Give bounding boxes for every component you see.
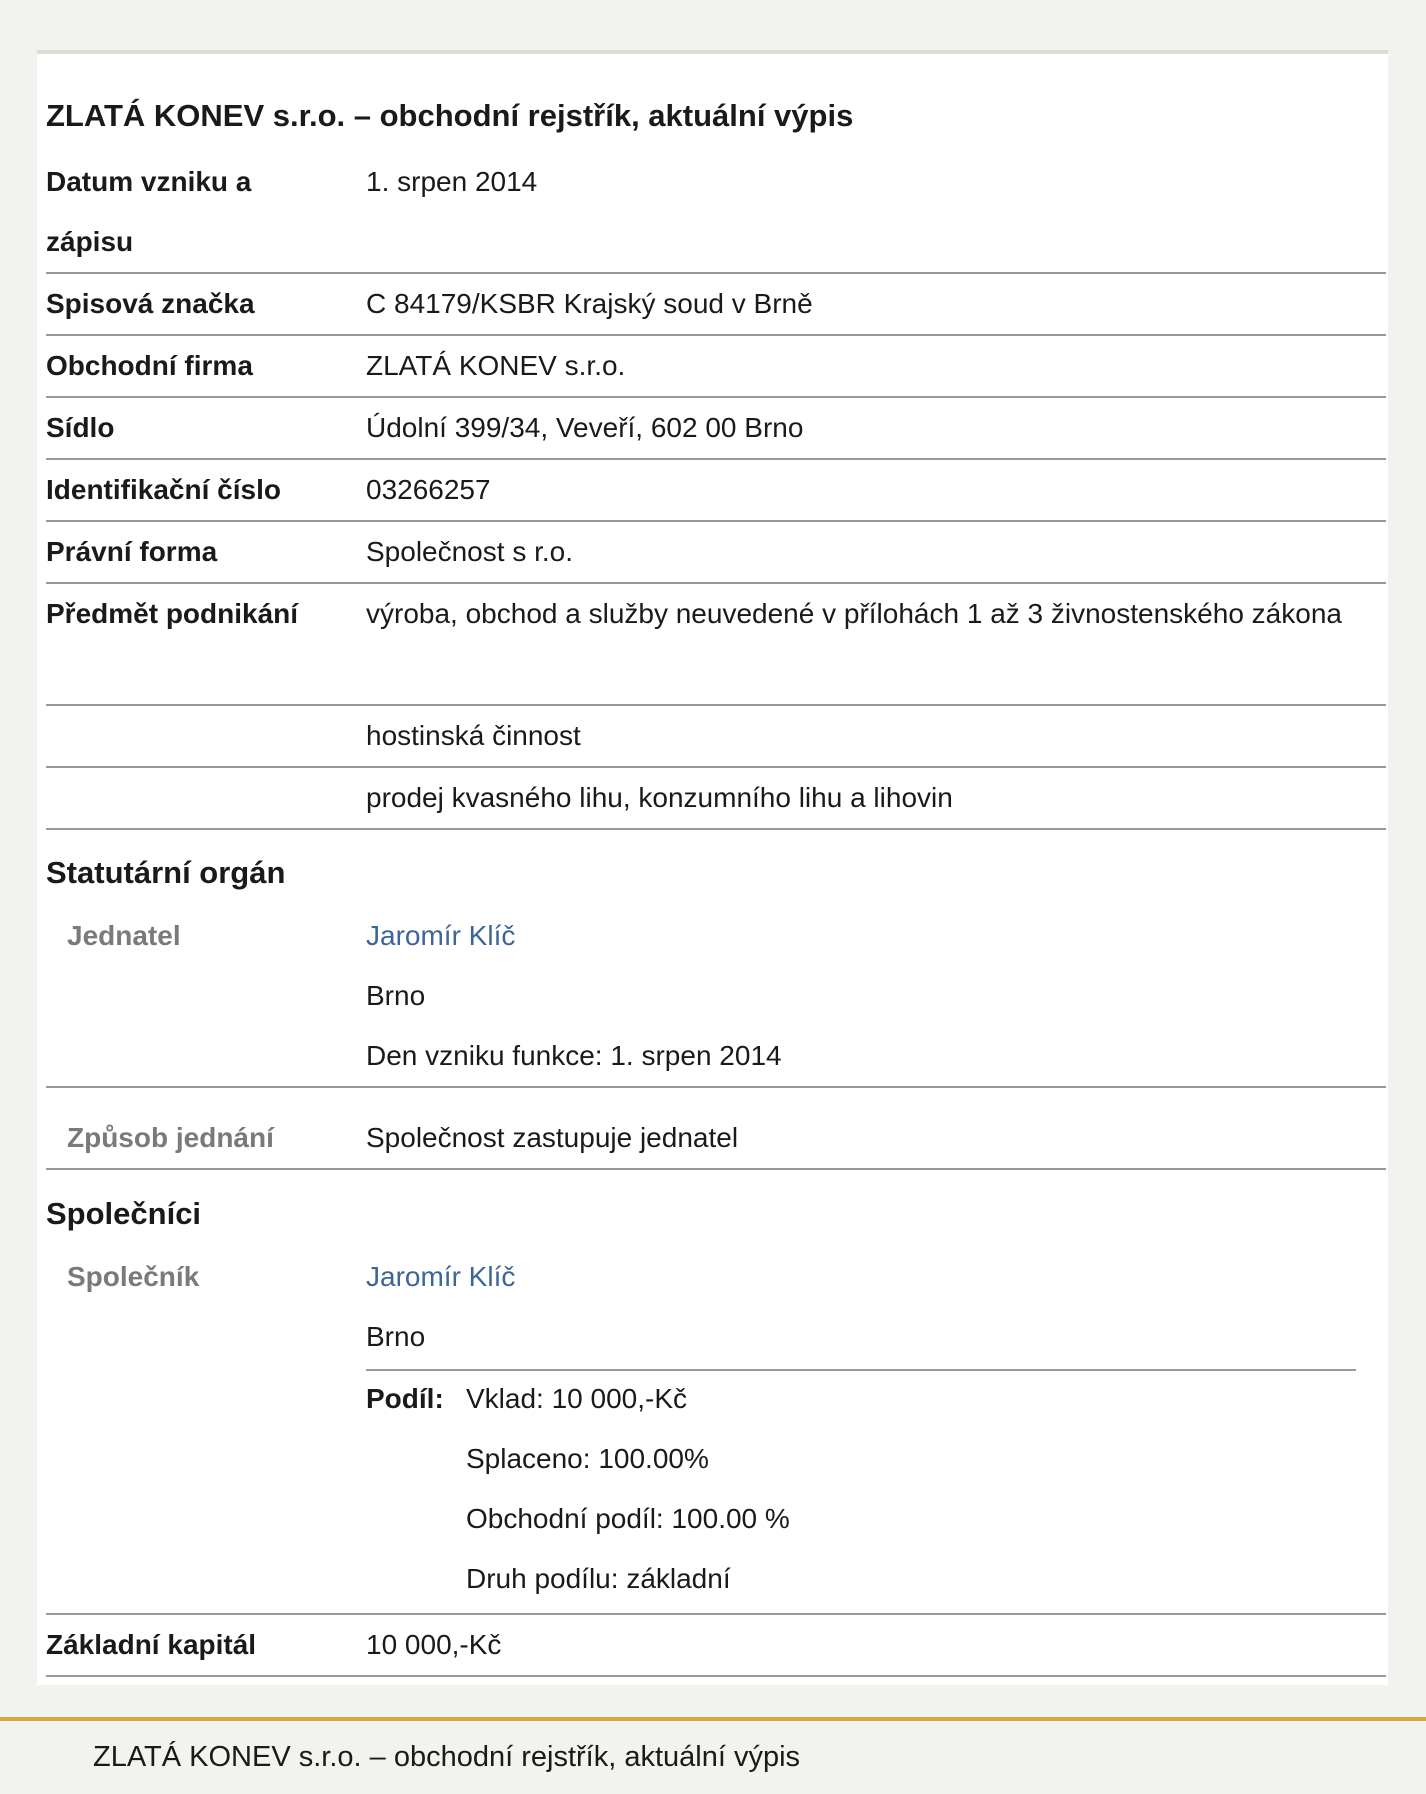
jednatel-label: Jednatel [67, 920, 181, 951]
spolecnik-label: Společník [67, 1261, 200, 1292]
row-forma [46, 522, 1386, 584]
kapital-value: 10 000,-Kč [366, 1629, 502, 1660]
row-predmet-2 [46, 706, 1386, 768]
row-kapital [46, 1615, 1386, 1677]
forma-label: Právní forma [46, 536, 218, 567]
row-firma [46, 336, 1386, 398]
firma-label: Obchodní firma [46, 350, 253, 381]
spis-value: C 84179/KSBR Krajský soud v Brně [366, 288, 813, 319]
obchodni-podil-value: Obchodní podíl: 100.00 % [466, 1503, 790, 1534]
druh-podilu-value: Druh podílu: základní [466, 1563, 731, 1594]
sidlo-label: Sídlo [46, 412, 115, 443]
section-spolecnici: Společníci [46, 1196, 202, 1231]
row-predmet-1 [46, 584, 1386, 706]
share-divider [366, 1369, 1356, 1371]
spolecnik-name-link[interactable]: Jaromír Klíč [366, 1261, 516, 1292]
row-datum [46, 152, 1386, 274]
zpusob-label: Způsob jednání [67, 1122, 274, 1153]
jednatel-name-link[interactable]: Jaromír Klíč [366, 920, 516, 951]
forma-value: Společnost s r.o. [366, 536, 574, 567]
row-sidlo [46, 398, 1386, 460]
datum-label: Datum vzniku a zápisu [46, 166, 252, 257]
row-spis [46, 274, 1386, 336]
spis-label: Spisová značka [46, 288, 255, 319]
spolecnik-city: Brno [366, 1321, 426, 1352]
splaceno-value: Splaceno: 100.00% [466, 1443, 709, 1474]
kapital-label: Základní kapitál [46, 1629, 257, 1660]
ico-value: 03266257 [366, 474, 491, 505]
podil-label: Podíl: [366, 1383, 444, 1414]
predmet-item: výroba, obchod a služby neuvedené v přílohách 1 až 3 živnostenského zákona [366, 598, 1342, 629]
row-ico [46, 460, 1386, 522]
firma-value: ZLATÁ KONEV s.r.o. [366, 350, 626, 381]
page-title: ZLATÁ KONEV s.r.o. – obchodní rejstřík, aktuální výpis [46, 98, 854, 133]
row-spolecnik [46, 1247, 1386, 1615]
jednatel-since: Den vzniku funkce: 1. srpen 2014 [366, 1040, 782, 1071]
section-statutarni: Statutární orgán [46, 855, 286, 890]
row-jednatel [46, 906, 1386, 1088]
predmet-item: hostinská činnost [366, 720, 581, 751]
zpusob-value: Společnost zastupuje jednatel [366, 1122, 739, 1153]
jednatel-city: Brno [366, 980, 426, 1011]
footer-bar [0, 1717, 1426, 1794]
predmet-label: Předmět podnikání [46, 598, 299, 629]
sidlo-value: Údolní 399/34, Veveří, 602 00 Brno [366, 412, 804, 443]
row-predmet-3 [46, 768, 1386, 830]
footer-title: ZLATÁ KONEV s.r.o. – obchodní rejstřík, aktuální výpis [93, 1741, 801, 1773]
ico-label: Identifikační číslo [46, 474, 281, 505]
row-zpusob [46, 1108, 1386, 1170]
predmet-item: prodej kvasného lihu, konzumního lihu a lihovin [366, 782, 953, 813]
datum-value: 1. srpen 2014 [366, 166, 538, 197]
vklad-value: Vklad: 10 000,-Kč [466, 1383, 688, 1414]
